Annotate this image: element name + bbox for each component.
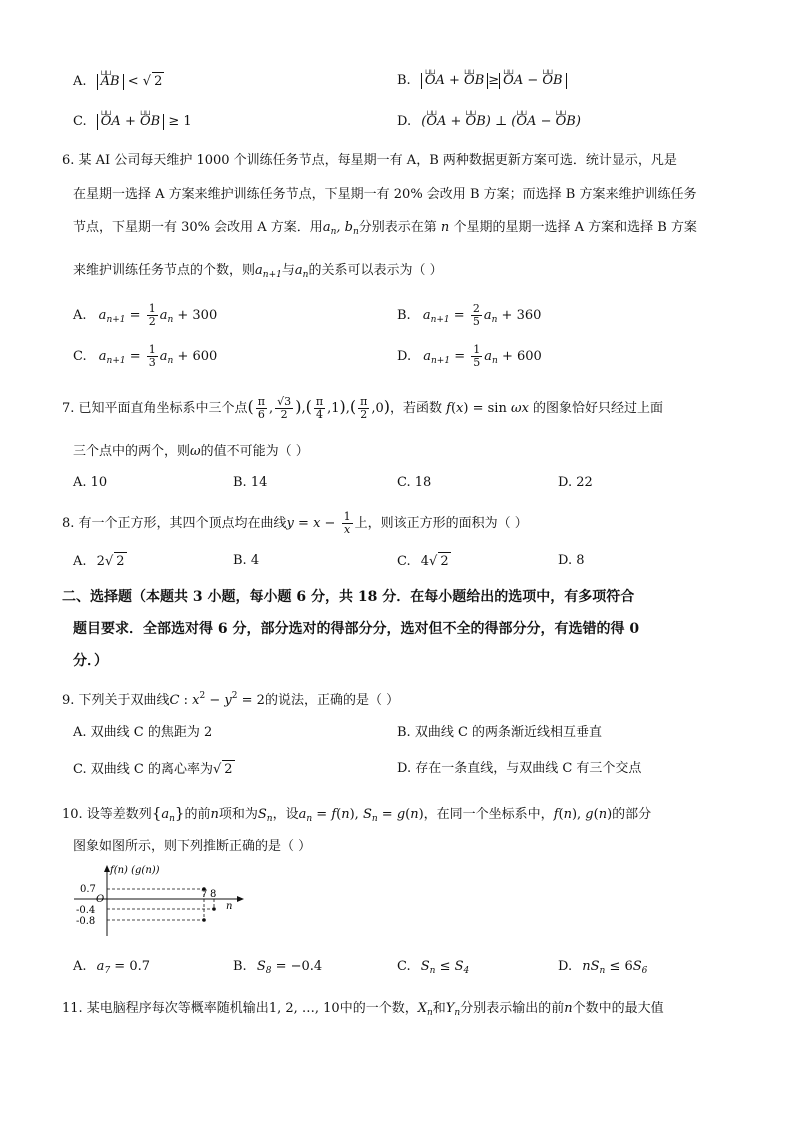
q11-line-1: 11. 某电脑程序每次等概率随机输出1, 2, …, 10中的一个数，$X_n$和$Y_n$分别表示输出的前n个数中的最大值 (62, 1001, 664, 1018)
q7-option-b: B. 14 (233, 475, 268, 490)
q10-line-2: 图象如图所示，则下列推断正确的是（ ） (73, 839, 312, 854)
q5-option-c: C. ⊔⊔ OA + ⊔⊔ OB ≥ 1 (73, 113, 192, 131)
q8-option-d: D. 8 (558, 553, 585, 568)
q5-option-d: D. (⊔⊔ OA + ⊔⊔ OB) ⊥ (⊔⊔ OA − ⊔⊔ OB) (397, 113, 581, 131)
q7-line-1: 7. 已知平面直角坐标系中三个点( $\frac{\pi}{6}$ , $\frac{√3}{2}$ ),( $\frac{\pi}{4}$ ,1),( $\frac{\pi}{2}$ ,0)，若函数 f(x) = sin ωx 的图象恰好只经过上面 (62, 395, 664, 421)
graph-origin: O (96, 894, 105, 905)
q9-option-b: B. 双曲线 C 的两条渐近线相互垂直 (397, 725, 603, 740)
q8-option-a: A. 2√ 2 (73, 554, 125, 569)
graph-axis-label: f(n) (g(n)) (110, 865, 160, 876)
q5-option-b: B. ⊔⊔ OA + ⊔⊔ OB ≥⊔⊔ OA − ⊔⊔ OB (397, 72, 567, 90)
q6-option-c: C. $a_{n+1}$ = $\frac{1}{3}$ $a_n + 600$ (73, 343, 218, 369)
graph-point-s8 (212, 907, 216, 911)
q7-option-a: A. 10 (73, 475, 108, 490)
q10-option-a: A. $a_7 = 0.7$ (73, 959, 151, 976)
q7-option-d: D. 22 (558, 475, 593, 490)
q10-graph (70, 862, 250, 942)
q10-option-d: D. $nS_n \le 6S_6$ (558, 959, 648, 976)
q8-option-c: C. 4√ 2 (397, 554, 449, 569)
q9-line-1: 9. 下列关于双曲线C : $x^2 - y^2 = 2$的说法，正确的是（ ） (62, 691, 400, 708)
q6-line-2: 在星期一选择 A 方案来维护训练任务节点，下星期一有 20% 会改用 B 方案；而选择 B 方案来维护训练任务 (73, 187, 697, 202)
q6-line-4: 来维护训练任务节点的个数，则$a_{n+1}$与$a_n$的关系可以表示为（ ） (73, 263, 443, 280)
q9-option-c: C. 双曲线 C 的离心率为√ 2 (73, 762, 233, 777)
graph-x-label: n (226, 901, 233, 912)
q6-line-1: 6. 某 AI 公司每天维护 1000 个训练任务节点，每星期一有 A，B 两种数据更新方案可选．统计显示，凡是 (62, 153, 677, 168)
q6-option-b: B. $a_{n+1}$ = $\frac{2}{5}$ $a_n + 360$ (397, 302, 542, 328)
graph-x-tick-8: 8 (210, 889, 217, 900)
section2-line-2: 题目要求．全部选对得 6 分，部分选对的得部分分，选对但不全的得部分分，有选错的得 0 (73, 621, 640, 637)
q10-option-b: B. $S_8 = -0.4$ (233, 959, 323, 976)
q7-line-2: 三个点中的两个，则ω的值不可能为（ ） (73, 444, 309, 459)
q6-line-3: 节点，下星期一有 30% 会改用 A 方案．用$a_n$, $b_n$分别表示在第 n 个星期的星期一选择 A 方案和选择 B 方案 (73, 220, 697, 237)
graph-y-tick-0.7: 0.7 (80, 884, 96, 895)
q8-option-b: B. 4 (233, 553, 260, 568)
q6-option-a: A. $a_{n+1}$ = $\frac{1}{2}$ $a_n + 300$ (73, 302, 218, 328)
q10-option-c: C. $S_n \le S_4$ (397, 959, 470, 976)
section2-line-3: 分．） (73, 653, 108, 669)
q9-option-d: D. 存在一条直线，与双曲线 C 有三个交点 (397, 761, 642, 776)
q9-option-a: A. 双曲线 C 的焦距为 2 (73, 725, 213, 740)
graph-y-tick-neg0.8: -0.8 (76, 916, 96, 927)
graph-y-tick-neg0.4: -0.4 (76, 905, 96, 916)
section2-line-1: 二、选择题（本题共 3 小题，每小题 6 分，共 18 分．在每小题给出的选项中，有多项符合 (62, 589, 635, 605)
q5-option-a: A. ⊔⊔ AB < √ 2 (73, 72, 164, 91)
graph-x-tick-7: 7 (201, 889, 208, 900)
q8-line-1: 8. 有一个正方形，其四个顶点均在曲线y = x − $\frac{1}{x}$ 上，则该正方形的面积为（ ） (62, 510, 528, 536)
graph-point-s7 (202, 918, 206, 922)
q7-option-c: C. 18 (397, 475, 432, 490)
q10-line-1: 10. 设等差数列$\{a_n\}$的前n项和为$S_n$，设$a_n = f(n)$, $S_n = g(n)$，在同一个坐标系中，f(n), g(n)的部分 (62, 804, 652, 824)
q6-option-d: D. $a_{n+1}$ = $\frac{1}{5}$ $a_n + 600$ (397, 343, 542, 369)
